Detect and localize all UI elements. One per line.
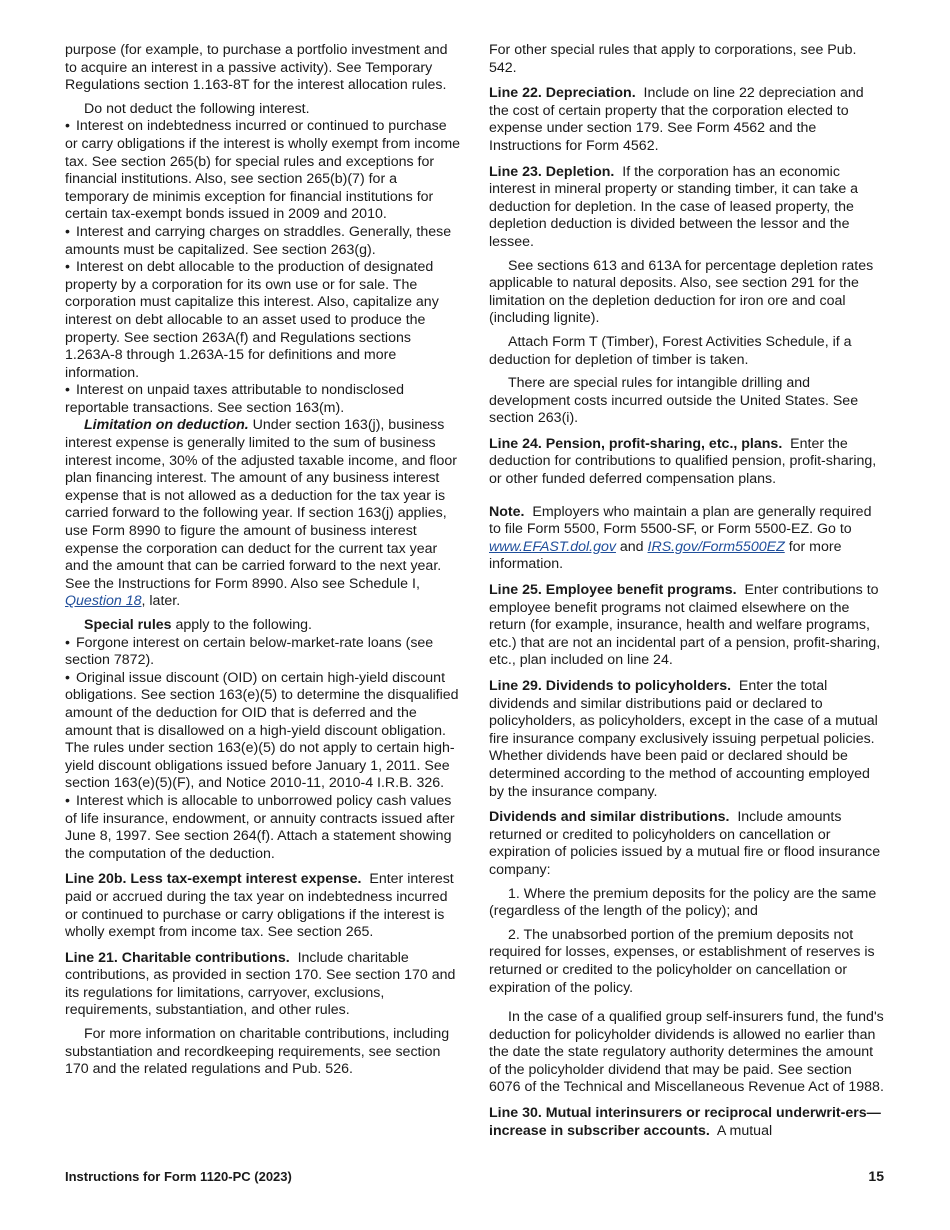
efast-link[interactable]: www.EFAST.dol.gov <box>489 538 616 555</box>
limitation-text: Under section 163(j), business interest expense is generally limited to the sum of business interest income, 30% of the adjusted taxable income, and floor plan financing interest. The amount of any business interest expense that is not allowed as a deduction for the tax year is carried forward to the following year. If section 163(j) applies, use Form 8990 to figure the amount of business interest expense the corporation can deduct for the current tax year and the amount that can be carried forward to the next year. See the Instructions for Form 8990. Also see Schedule I, <box>65 417 457 592</box>
question-18-link[interactable]: Question 18 <box>65 593 142 610</box>
line-22-heading: Line 22. Depreciation. <box>489 85 636 102</box>
note-text: Employers who maintain a plan are generally required to file Form 5500, Form 5500-SF, or Form 5500-EZ. Go to <box>489 503 872 538</box>
bullet-tax-exempt-interest: • Interest on indebtedness incurred or continued to purchase or carry obligations if the interest is wholly exempt from income tax. See section 265(b) for special rules and exceptions for financial institutions. Also, see section 265(b)(7) for a temporary de minimis exception for financial institutions for certain tax-exempt bonds issued in 2009 and 2010. <box>65 118 463 224</box>
special-rules-heading: Special rules <box>84 617 172 633</box>
limitation-paragraph <box>65 417 463 611</box>
line-30-text: A mutual <box>716 1122 773 1139</box>
bullet-forgone-interest: • Forgone interest on certain below-market-rate loans (see section 7872). <box>65 635 463 670</box>
bullet-unpaid-taxes: • Interest on unpaid taxes attributable to nondisclosed reportable transactions. See section 163(m). <box>65 382 463 417</box>
numbered-item-2: 2. The unabsorbed portion of the premium deposits not required for losses, expenses, or establishment of reserves is returned or credited to the policyholder on cancellation or expiration of the policy. <box>489 926 875 996</box>
line-30-heading: Line 30. Mutual interinsurers or reciprocal underwrit-ers—increase in subscriber accounts. <box>489 1105 881 1139</box>
line-29-heading: Line 29. Dividends to policyholders. <box>489 678 732 694</box>
note-paragraph <box>489 504 885 574</box>
right-column <box>489 42 885 1146</box>
line-21-heading: Line 21. Charitable contributions. <box>65 949 290 966</box>
line-25-text: Enter contributions to employee benefit programs not claimed elsewhere on the return (for example, insurance, health and welfare programs, etc.) that are not an incidental part of a pension, profit-sharing, etc., plan included on line 24. <box>489 582 881 669</box>
line-23-heading: Line 23. Depletion. <box>489 163 615 180</box>
dividends-text: Include amounts returned or credited to policyholders on cancellation or expiration of policies issued by a mutual fire or flood insurance company: <box>489 809 881 878</box>
limitation-end: , later. <box>141 593 181 610</box>
left-column <box>65 42 463 1085</box>
numbered-item-1: 1. Where the premium deposits for the policy are the same (regardless of the length of the policy); and <box>489 885 877 920</box>
bullet-straddles: • Interest and carrying charges on straddles. Generally, these amounts must be capitalized. See section 263(g). <box>65 224 463 259</box>
line-21-text: Include charitable contributions, as provided in section 170. See section 170 and its regulations for limitations, carryover, exclusions, requirements, substantiation, and other rules. <box>65 949 456 1019</box>
qualified-group-paragraph: In the case of a qualified group self-insurers fund, the fund's deduction for policyholder dividends is allowed no earlier than the date the state regulatory authority determines the amount of the policyholder dividend that may be paid. See section 6076 of the Technical and Miscellaneous Revenue Act of 1988. <box>489 1009 884 1096</box>
page-number: 15 <box>868 1168 884 1184</box>
interest-allocation-paragraph: purpose (for example, to purchase a portfolio investment and to acquire an interest in a passive activity). See Temporary Regulations section 1.163-8T for the interest allocation rules. <box>65 42 448 94</box>
line-25-heading: Line 25. Employee benefit programs. <box>489 582 737 599</box>
line-23-drilling-paragraph: There are special rules for intangible drilling and development costs incurred outside the United States. See section 263(i). <box>489 375 859 427</box>
line-22-text: Include on line 22 depreciation and the cost of certain property that the corporation elected to expense under section 179. See Form 4562 and the Instructions for Form 4562. <box>489 85 864 154</box>
line-24-heading: Line 24. Pension, profit-sharing, etc., plans. <box>489 435 783 452</box>
bullet-oid: • Original issue discount (OID) on certain high-yield discount obligations. See section 163(e)(5) to determine the disqualified amount of the deduction for OID that is deferred and the amount that is disallowed on a high-yield discount obligation. The rules under section 163(e)(5) do not apply to certain high-yield discount obligations issued before January 1, 2011. See section 163(e)(5)(F), and Notice 2010-11, 2010-4 I.R.B. 326. <box>65 670 463 793</box>
other-rules-paragraph: For other special rules that apply to corporations, see Pub. 542. <box>489 42 857 76</box>
footer-title: Instructions for Form 1120-PC (2023) <box>65 1169 292 1184</box>
do-not-deduct-paragraph: Do not deduct the following interest. <box>84 100 310 117</box>
special-rules-paragraph <box>65 617 463 635</box>
line-29-text: Enter the total dividends and similar distributions paid or declared to policyholders, as policyholders, except in the case of a mutual fire insurance company exclusively issuing perpetual policies. Whether dividends have been paid or declared should be determined according to the method of accounting employed by the insurance company. <box>489 678 878 800</box>
bullet-designated-property: • Interest on debt allocable to the production of designated property by a corporation for its own use or for sale. The corporation must capitalize this interest. Also, capitalize any interest on debt allocable to an asset used to produce the property. See section 263A(f) and Regulations sections 1.263A-8 through 1.263A-15 for definitions and more information. <box>65 259 463 382</box>
line-30-paragraph <box>489 1105 885 1140</box>
note-heading: Note. <box>489 503 525 520</box>
special-rules-text: apply to the following. <box>175 617 312 633</box>
line-20b-text: Enter interest paid or accrued during the tax year on indebtedness incurred or continued to purchase or carry obligations if the interest is wholly exempt from income tax. See section 265. <box>65 871 454 941</box>
line-23-form-t-paragraph: Attach Form T (Timber), Forest Activities Schedule, if a deduction for depletion of timber is taken. <box>489 333 852 368</box>
line-23-percentage-paragraph: See sections 613 and 613A for percentage depletion rates applicable to natural deposits. Also, see section 291 for the limitation on the depletion deduction for iron ore and coal (including lignite). <box>489 257 874 327</box>
limitation-heading: Limitation on deduction. <box>84 417 249 434</box>
note-and: and <box>619 538 644 555</box>
line-24-text: Enter the deduction for contributions to qualified pension, profit-sharing, or other funded deferred compensation plans. <box>489 435 877 488</box>
line-21-more-paragraph: For more information on charitable contributions, including substantiation and recordkeeping requirements, see section 170 and the related regulations and Pub. 526. <box>65 1026 450 1078</box>
form5500ez-link[interactable]: IRS.gov/Form5500EZ <box>647 538 785 555</box>
dividends-heading: Dividends and similar distributions. <box>489 809 730 826</box>
line-23-paragraph <box>489 164 885 252</box>
bullet-unborrowed-policy: • Interest which is allocable to unborrowed policy cash values of life insurance, endowment, or annuity contracts issued after June 8, 1997. See section 264(f). Attach a statement showing the computation of the deduction. <box>65 793 463 863</box>
note-end: for more information. <box>489 538 842 573</box>
line-20b-paragraph <box>65 871 463 941</box>
line-25-paragraph <box>489 582 885 670</box>
line-29-paragraph <box>489 678 885 801</box>
dividends-paragraph <box>489 809 885 879</box>
line-23-text: If the corporation has an economic interest in mineral property or standing timber, it can take a deduction for depletion. In the case of leased property, the depletion deduction is divided between the lessor and the lessee. <box>489 163 859 250</box>
line-20b-heading: Line 20b. Less tax-exempt interest expense. <box>65 871 362 888</box>
line-22-paragraph <box>489 85 885 155</box>
line-24-paragraph <box>489 436 885 489</box>
line-21-paragraph <box>65 950 463 1020</box>
